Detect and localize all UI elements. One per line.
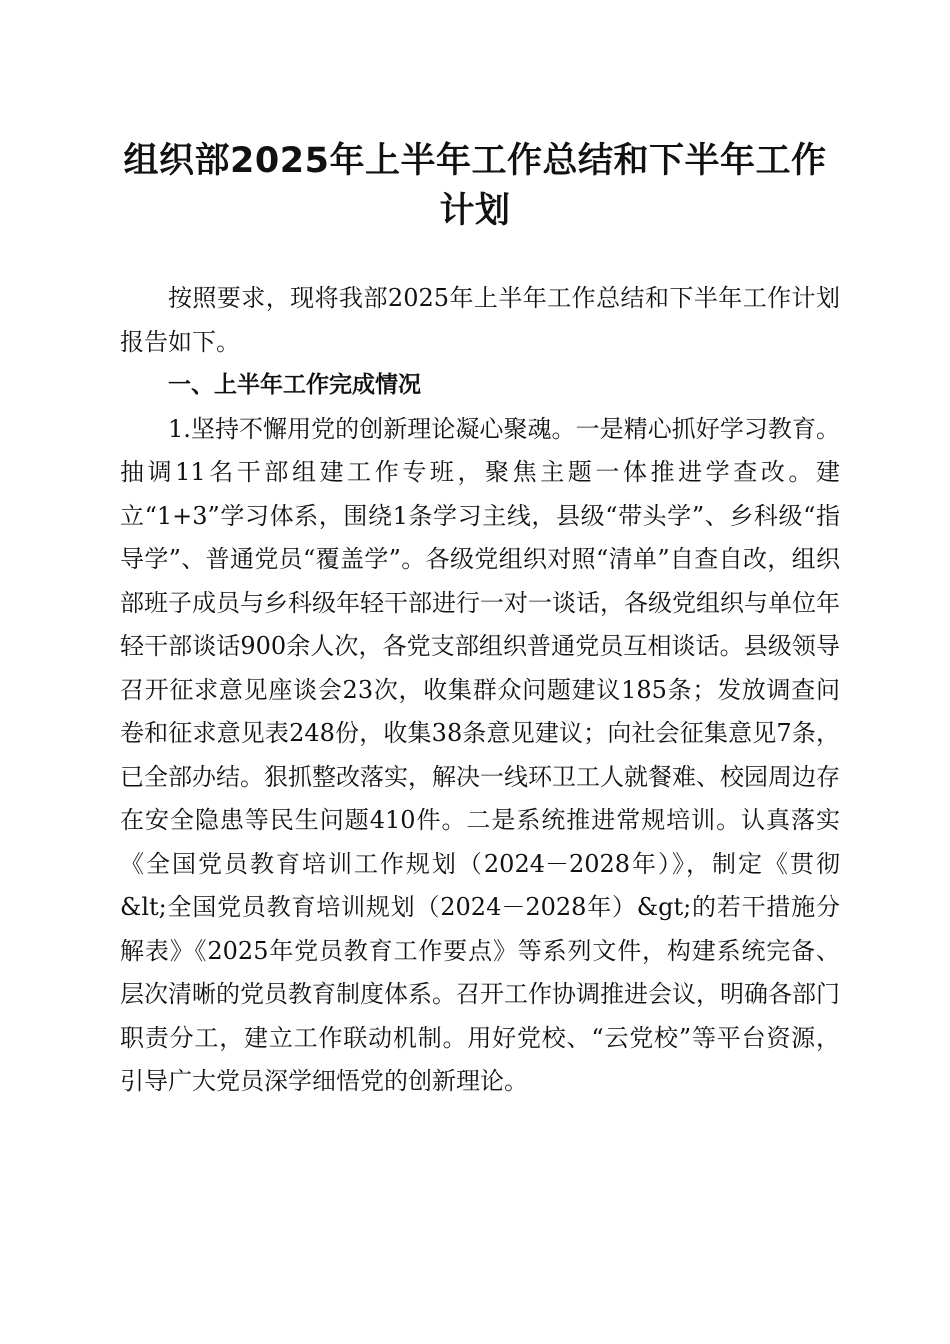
intro-paragraph: 按照要求，现将我部2025年上半年工作总结和下半年工作计划报告如下。 [120, 284, 840, 356]
document-title [90, 136, 860, 236]
document-title-line-2: 计划 [439, 191, 511, 231]
section-1-paragraph-1: 1.坚持不懈用党的创新理论凝心聚魂。一是精心抓好学习教育。抽调11名干部组建工作专班，聚焦主题一体推进学查改。建立“1+3”学习体系，围绕1条学习主线，县级“带头学”、乡科级“指导学”、普通党员“覆盖学”。各级党组织对照“清单”自查自改，组织部班子成员与乡科级年轻干部进行一对一谈话，各级党组织与单位年轻干部谈话900余人次，各党支部组织普通党员互相谈话。县级领导召开征求意见座谈会23次，收集群众问题建议185条；发放调查问卷和征求意见表248份，收集38条意见建议；向社会征集意见7条，已全部办结。狠抓整改落实，解决一线环卫工人就餐难、校园周边存在安全隐患等民生问题410件。二是系统推进常规培训。认真落实《全国党员教育培训工作规划（2024－2028年）》，制定《贯彻&lt;全国党员教育培训规划（2024－2028年）&gt;的若干措施分解表》《2025年党员教育工作要点》等系列文件，构建系统完备、层次清晰的党员教育制度体系。召开工作协调推进会议，明确各部门职责分工，建立工作联动机制。用好党校、“云党校”等平台资源，引导广大党员深学细悟党的创新理论。 [120, 414, 840, 1095]
section-heading-1: 一、上半年工作完成情况 [168, 372, 421, 398]
document-body [120, 277, 840, 1104]
document-title-line-1: 组织部2025年上半年工作总结和下半年工作 [123, 141, 827, 181]
